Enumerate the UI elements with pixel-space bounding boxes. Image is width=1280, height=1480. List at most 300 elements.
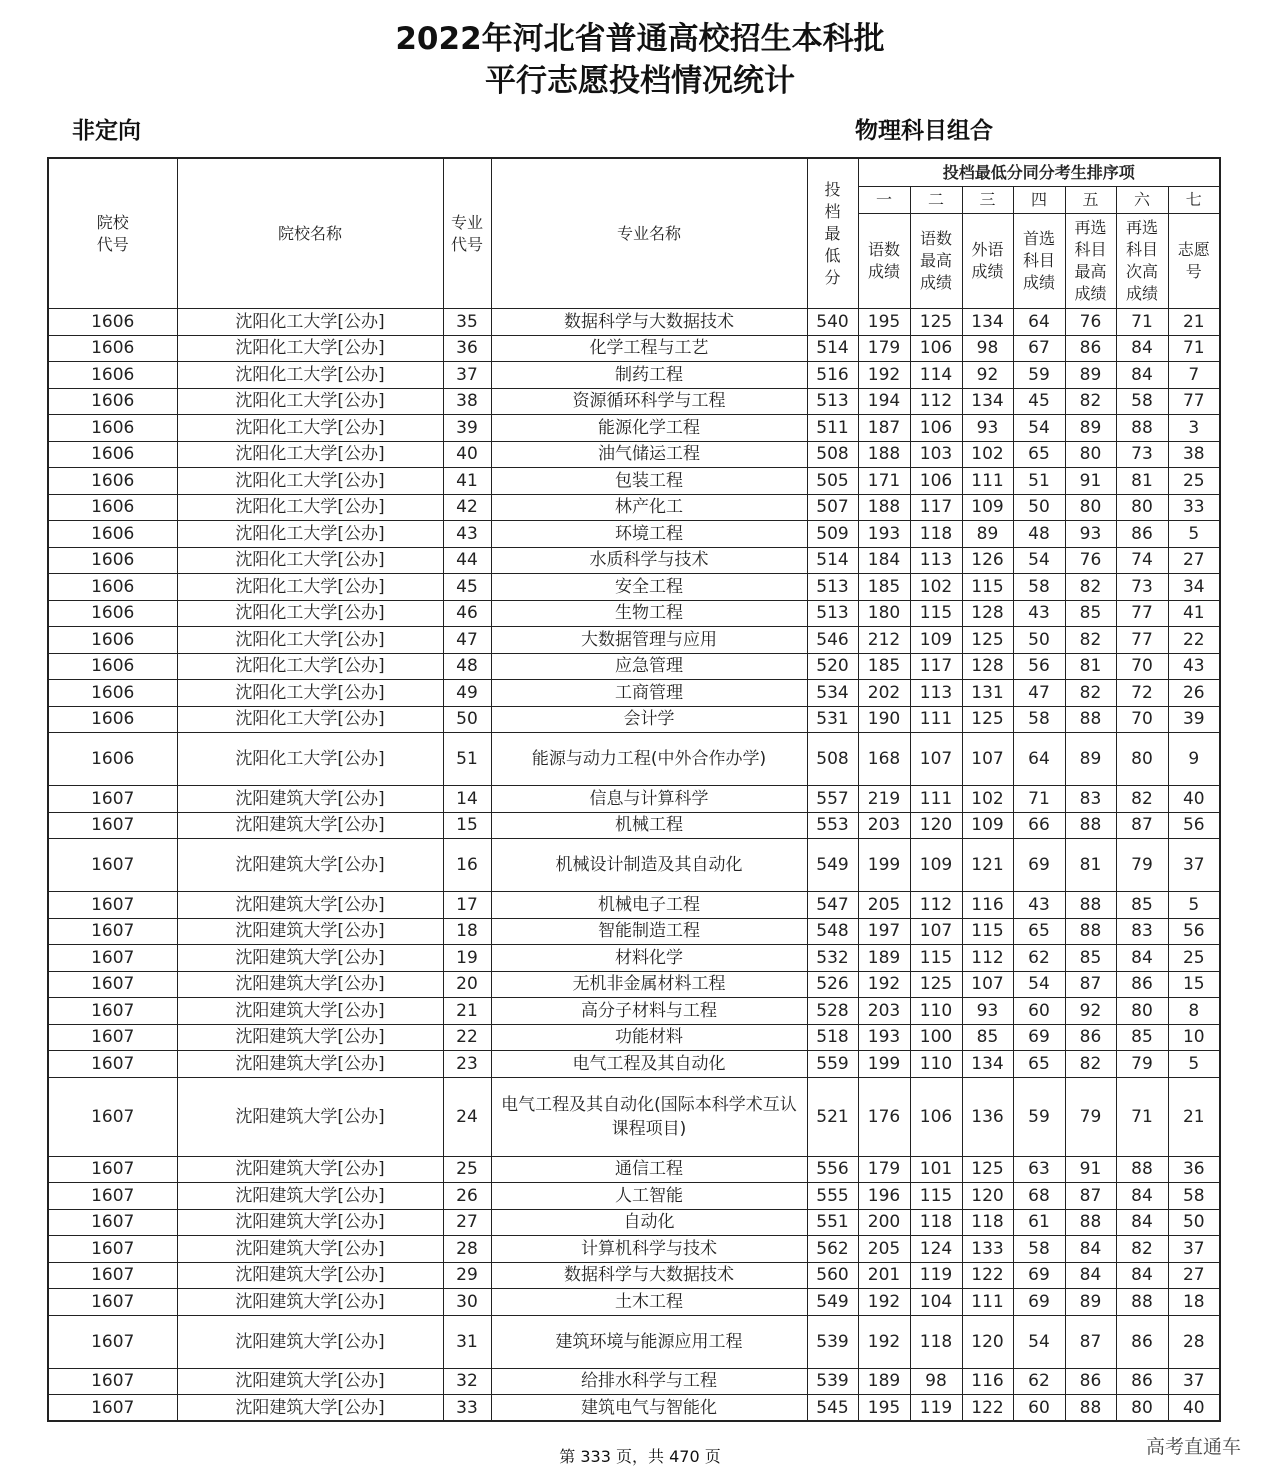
chinese-math-max-cell: 119: [910, 1262, 962, 1289]
foreign-lang-cell: 133: [962, 1236, 1013, 1263]
header-rank-2: 二: [910, 187, 962, 214]
first-subject-cell: 59: [1013, 362, 1065, 389]
major-name-cell: 油气储运工程: [491, 441, 807, 468]
first-subject-cell: 64: [1013, 733, 1065, 786]
first-subject-cell: 65: [1013, 1051, 1065, 1078]
foreign-lang-cell: 125: [962, 627, 1013, 654]
major-code-cell: 49: [443, 680, 491, 707]
foreign-lang-cell: 98: [962, 335, 1013, 362]
foreign-lang-cell: 92: [962, 362, 1013, 389]
foreign-lang-cell: 115: [962, 918, 1013, 945]
school-name-cell: 沈阳建筑大学[公办]: [177, 1289, 443, 1316]
major-name-cell: 人工智能: [491, 1183, 807, 1210]
min-score-cell: 545: [807, 1395, 858, 1422]
major-code-cell: 51: [443, 733, 491, 786]
foreign-lang-cell: 111: [962, 468, 1013, 495]
chinese-math-cell: 188: [858, 441, 910, 468]
foreign-lang-cell: 131: [962, 680, 1013, 707]
chinese-math-cell: 199: [858, 839, 910, 892]
second-subject-max-cell: 88: [1065, 892, 1116, 919]
foreign-lang-cell: 118: [962, 1209, 1013, 1236]
table-row: [48, 839, 1220, 892]
min-score-cell: 513: [807, 388, 858, 415]
table-row: [48, 388, 1220, 415]
category-label: 非定向: [72, 118, 141, 144]
foreign-lang-cell: 126: [962, 547, 1013, 574]
header-sort-item-4: 首选科目成绩: [1013, 214, 1065, 309]
second-subject-next-cell: 79: [1116, 839, 1168, 892]
second-subject-max-cell: 82: [1065, 680, 1116, 707]
foreign-lang-cell: 102: [962, 786, 1013, 813]
table-row: [48, 600, 1220, 627]
chinese-math-max-cell: 101: [910, 1156, 962, 1183]
major-code-cell: 39: [443, 415, 491, 442]
school-name-cell: 沈阳化工大学[公办]: [177, 441, 443, 468]
school-name-cell: 沈阳化工大学[公办]: [177, 415, 443, 442]
admission-table: [47, 157, 1221, 1422]
second-subject-max-cell: 87: [1065, 971, 1116, 998]
chinese-math-cell: 185: [858, 574, 910, 601]
major-name-cell: 无机非金属材料工程: [491, 971, 807, 998]
chinese-math-cell: 187: [858, 415, 910, 442]
preference-no-cell: 25: [1168, 945, 1220, 972]
second-subject-max-cell: 82: [1065, 1051, 1116, 1078]
chinese-math-cell: 188: [858, 494, 910, 521]
second-subject-max-cell: 84: [1065, 1262, 1116, 1289]
preference-no-cell: 40: [1168, 1395, 1220, 1422]
major-name-cell: 数据科学与大数据技术: [491, 309, 807, 336]
major-code-cell: 42: [443, 494, 491, 521]
first-subject-cell: 43: [1013, 600, 1065, 627]
major-name-cell: 化学工程与工艺: [491, 335, 807, 362]
chinese-math-max-cell: 106: [910, 415, 962, 442]
foreign-lang-cell: 93: [962, 998, 1013, 1025]
foreign-lang-cell: 134: [962, 388, 1013, 415]
min-score-cell: 505: [807, 468, 858, 495]
school-code-cell: 1607: [48, 1209, 177, 1236]
second-subject-next-cell: 72: [1116, 680, 1168, 707]
foreign-lang-cell: 120: [962, 1315, 1013, 1368]
school-name-cell: 沈阳建筑大学[公办]: [177, 971, 443, 998]
header-sort-item-6: 再选科目次高成绩: [1116, 214, 1168, 309]
min-score-cell: 549: [807, 839, 858, 892]
foreign-lang-cell: 136: [962, 1077, 1013, 1156]
school-code-cell: 1607: [48, 1236, 177, 1263]
min-score-cell: 508: [807, 441, 858, 468]
major-name-cell: 土木工程: [491, 1289, 807, 1316]
major-code-cell: 21: [443, 998, 491, 1025]
major-name-cell: 自动化: [491, 1209, 807, 1236]
first-subject-cell: 54: [1013, 1315, 1065, 1368]
chinese-math-cell: 189: [858, 945, 910, 972]
school-code-cell: 1606: [48, 680, 177, 707]
second-subject-max-cell: 82: [1065, 627, 1116, 654]
foreign-lang-cell: 102: [962, 441, 1013, 468]
min-score-cell: 539: [807, 1368, 858, 1395]
min-score-cell: 562: [807, 1236, 858, 1263]
min-score-cell: 539: [807, 1315, 858, 1368]
first-subject-cell: 60: [1013, 998, 1065, 1025]
second-subject-max-cell: 87: [1065, 1183, 1116, 1210]
chinese-math-cell: 189: [858, 1368, 910, 1395]
second-subject-max-cell: 89: [1065, 362, 1116, 389]
preference-no-cell: 37: [1168, 1236, 1220, 1263]
second-subject-next-cell: 85: [1116, 892, 1168, 919]
preference-no-cell: 7: [1168, 362, 1220, 389]
table-row: [48, 1236, 1220, 1263]
chinese-math-max-cell: 106: [910, 335, 962, 362]
second-subject-max-cell: 87: [1065, 1315, 1116, 1368]
school-name-cell: 沈阳建筑大学[公办]: [177, 1236, 443, 1263]
major-code-cell: 18: [443, 918, 491, 945]
school-name-cell: 沈阳建筑大学[公办]: [177, 1315, 443, 1368]
major-name-cell: 建筑电气与智能化: [491, 1395, 807, 1422]
first-subject-cell: 61: [1013, 1209, 1065, 1236]
table-row: [48, 1209, 1220, 1236]
major-code-cell: 30: [443, 1289, 491, 1316]
preference-no-cell: 40: [1168, 786, 1220, 813]
header-major-name: 专业名称: [491, 158, 807, 309]
header-sort-group: 投档最低分同分考生排序项: [858, 158, 1220, 187]
major-code-cell: 26: [443, 1183, 491, 1210]
chinese-math-cell: 193: [858, 521, 910, 548]
table-row: [48, 627, 1220, 654]
school-code-cell: 1607: [48, 1395, 177, 1422]
first-subject-cell: 66: [1013, 812, 1065, 839]
school-code-cell: 1606: [48, 494, 177, 521]
table-row: [48, 468, 1220, 495]
chinese-math-cell: 201: [858, 1262, 910, 1289]
second-subject-next-cell: 84: [1116, 335, 1168, 362]
school-name-cell: 沈阳建筑大学[公办]: [177, 1395, 443, 1422]
chinese-math-cell: 199: [858, 1051, 910, 1078]
min-score-cell: 546: [807, 627, 858, 654]
header-rank-1: 一: [858, 187, 910, 214]
first-subject-cell: 69: [1013, 1024, 1065, 1051]
major-name-cell: 建筑环境与能源应用工程: [491, 1315, 807, 1368]
school-name-cell: 沈阳建筑大学[公办]: [177, 1051, 443, 1078]
chinese-math-cell: 202: [858, 680, 910, 707]
table-row: [48, 1368, 1220, 1395]
table-row: [48, 998, 1220, 1025]
major-name-cell: 智能制造工程: [491, 918, 807, 945]
chinese-math-cell: 190: [858, 706, 910, 733]
min-score-cell: 518: [807, 1024, 858, 1051]
min-score-cell: 520: [807, 653, 858, 680]
school-code-cell: 1607: [48, 786, 177, 813]
min-score-cell: 548: [807, 918, 858, 945]
page-footer: 第 333 页，共 470 页: [559, 1447, 721, 1466]
school-code-cell: 1606: [48, 309, 177, 336]
school-name-cell: 沈阳化工大学[公办]: [177, 600, 443, 627]
preference-no-cell: 5: [1168, 521, 1220, 548]
first-subject-cell: 50: [1013, 627, 1065, 654]
chinese-math-cell: 184: [858, 547, 910, 574]
chinese-math-max-cell: 100: [910, 1024, 962, 1051]
major-code-cell: 19: [443, 945, 491, 972]
school-code-cell: 1606: [48, 627, 177, 654]
foreign-lang-cell: 128: [962, 653, 1013, 680]
chinese-math-cell: 192: [858, 971, 910, 998]
header-rank-7: 七: [1168, 187, 1220, 214]
chinese-math-cell: 205: [858, 892, 910, 919]
second-subject-max-cell: 89: [1065, 733, 1116, 786]
school-code-cell: 1607: [48, 812, 177, 839]
second-subject-max-cell: 81: [1065, 653, 1116, 680]
school-name-cell: 沈阳化工大学[公办]: [177, 653, 443, 680]
second-subject-next-cell: 73: [1116, 574, 1168, 601]
preference-no-cell: 9: [1168, 733, 1220, 786]
chinese-math-max-cell: 117: [910, 653, 962, 680]
major-name-cell: 资源循环科学与工程: [491, 388, 807, 415]
major-name-cell: 能源化学工程: [491, 415, 807, 442]
second-subject-next-cell: 86: [1116, 1315, 1168, 1368]
foreign-lang-cell: 115: [962, 574, 1013, 601]
chinese-math-cell: 203: [858, 812, 910, 839]
second-subject-max-cell: 91: [1065, 1156, 1116, 1183]
second-subject-max-cell: 93: [1065, 521, 1116, 548]
major-name-cell: 机械工程: [491, 812, 807, 839]
school-code-cell: 1606: [48, 600, 177, 627]
foreign-lang-cell: 128: [962, 600, 1013, 627]
second-subject-next-cell: 70: [1116, 653, 1168, 680]
table-row: [48, 494, 1220, 521]
foreign-lang-cell: 120: [962, 1183, 1013, 1210]
first-subject-cell: 65: [1013, 918, 1065, 945]
chinese-math-max-cell: 115: [910, 945, 962, 972]
chinese-math-max-cell: 118: [910, 1315, 962, 1368]
second-subject-max-cell: 88: [1065, 1395, 1116, 1422]
preference-no-cell: 28: [1168, 1315, 1220, 1368]
table-row: [48, 1077, 1220, 1156]
header-sort-item-3: 外语成绩: [962, 214, 1013, 309]
first-subject-cell: 69: [1013, 1262, 1065, 1289]
major-code-cell: 33: [443, 1395, 491, 1422]
second-subject-next-cell: 84: [1116, 1209, 1168, 1236]
school-name-cell: 沈阳化工大学[公办]: [177, 388, 443, 415]
chinese-math-max-cell: 118: [910, 521, 962, 548]
school-code-cell: 1607: [48, 918, 177, 945]
first-subject-cell: 58: [1013, 1236, 1065, 1263]
table-row: [48, 547, 1220, 574]
min-score-cell: 531: [807, 706, 858, 733]
min-score-cell: 526: [807, 971, 858, 998]
school-code-cell: 1607: [48, 1183, 177, 1210]
school-name-cell: 沈阳化工大学[公办]: [177, 521, 443, 548]
second-subject-next-cell: 84: [1116, 1262, 1168, 1289]
chinese-math-cell: 179: [858, 335, 910, 362]
second-subject-next-cell: 88: [1116, 1289, 1168, 1316]
major-name-cell: 给排水科学与工程: [491, 1368, 807, 1395]
school-code-cell: 1606: [48, 468, 177, 495]
major-name-cell: 信息与计算科学: [491, 786, 807, 813]
school-name-cell: 沈阳化工大学[公办]: [177, 680, 443, 707]
major-name-cell: 水质科学与技术: [491, 547, 807, 574]
first-subject-cell: 67: [1013, 335, 1065, 362]
second-subject-next-cell: 86: [1116, 521, 1168, 548]
chinese-math-cell: 179: [858, 1156, 910, 1183]
foreign-lang-cell: 109: [962, 812, 1013, 839]
second-subject-next-cell: 73: [1116, 441, 1168, 468]
second-subject-max-cell: 84: [1065, 1236, 1116, 1263]
school-code-cell: 1606: [48, 415, 177, 442]
second-subject-max-cell: 82: [1065, 574, 1116, 601]
chinese-math-max-cell: 112: [910, 388, 962, 415]
school-code-cell: 1606: [48, 335, 177, 362]
min-score-cell: 532: [807, 945, 858, 972]
table-row: [48, 1262, 1220, 1289]
second-subject-next-cell: 71: [1116, 309, 1168, 336]
chinese-math-cell: 197: [858, 918, 910, 945]
first-subject-cell: 56: [1013, 653, 1065, 680]
min-score-cell: 516: [807, 362, 858, 389]
second-subject-max-cell: 86: [1065, 335, 1116, 362]
preference-no-cell: 10: [1168, 1024, 1220, 1051]
school-name-cell: 沈阳化工大学[公办]: [177, 733, 443, 786]
first-subject-cell: 43: [1013, 892, 1065, 919]
major-code-cell: 23: [443, 1051, 491, 1078]
min-score-cell: 507: [807, 494, 858, 521]
chinese-math-max-cell: 120: [910, 812, 962, 839]
school-name-cell: 沈阳化工大学[公办]: [177, 627, 443, 654]
table-row: [48, 680, 1220, 707]
first-subject-cell: 47: [1013, 680, 1065, 707]
school-code-cell: 1607: [48, 1368, 177, 1395]
school-name-cell: 沈阳建筑大学[公办]: [177, 1024, 443, 1051]
school-code-cell: 1607: [48, 998, 177, 1025]
second-subject-max-cell: 89: [1065, 1289, 1116, 1316]
chinese-math-max-cell: 104: [910, 1289, 962, 1316]
second-subject-next-cell: 84: [1116, 362, 1168, 389]
major-name-cell: 机械电子工程: [491, 892, 807, 919]
table-row: [48, 1156, 1220, 1183]
school-name-cell: 沈阳建筑大学[公办]: [177, 1156, 443, 1183]
second-subject-next-cell: 87: [1116, 812, 1168, 839]
table-row: [48, 733, 1220, 786]
foreign-lang-cell: 122: [962, 1262, 1013, 1289]
school-name-cell: 沈阳建筑大学[公办]: [177, 812, 443, 839]
school-name-cell: 沈阳建筑大学[公办]: [177, 1183, 443, 1210]
major-name-cell: 工商管理: [491, 680, 807, 707]
preference-no-cell: 71: [1168, 335, 1220, 362]
major-name-cell: 机械设计制造及其自动化: [491, 839, 807, 892]
min-score-cell: 547: [807, 892, 858, 919]
foreign-lang-cell: 134: [962, 309, 1013, 336]
chinese-math-max-cell: 125: [910, 971, 962, 998]
preference-no-cell: 21: [1168, 1077, 1220, 1156]
min-score-cell: 553: [807, 812, 858, 839]
major-name-cell: 材料化学: [491, 945, 807, 972]
first-subject-cell: 62: [1013, 945, 1065, 972]
school-code-cell: 1606: [48, 706, 177, 733]
school-name-cell: 沈阳建筑大学[公办]: [177, 1209, 443, 1236]
second-subject-next-cell: 80: [1116, 494, 1168, 521]
second-subject-next-cell: 77: [1116, 600, 1168, 627]
major-name-cell: 计算机科学与技术: [491, 1236, 807, 1263]
major-code-cell: 47: [443, 627, 491, 654]
major-name-cell: 通信工程: [491, 1156, 807, 1183]
second-subject-next-cell: 82: [1116, 1236, 1168, 1263]
major-name-cell: 高分子材料与工程: [491, 998, 807, 1025]
foreign-lang-cell: 111: [962, 1289, 1013, 1316]
second-subject-max-cell: 83: [1065, 786, 1116, 813]
chinese-math-max-cell: 117: [910, 494, 962, 521]
header-sort-item-1: 语数成绩: [858, 214, 910, 309]
major-code-cell: 31: [443, 1315, 491, 1368]
first-subject-cell: 58: [1013, 574, 1065, 601]
preference-no-cell: 15: [1168, 971, 1220, 998]
first-subject-cell: 58: [1013, 706, 1065, 733]
preference-no-cell: 43: [1168, 653, 1220, 680]
school-name-cell: 沈阳化工大学[公办]: [177, 309, 443, 336]
major-code-cell: 27: [443, 1209, 491, 1236]
table-row: [48, 309, 1220, 336]
foreign-lang-cell: 122: [962, 1395, 1013, 1422]
min-score-cell: 559: [807, 1051, 858, 1078]
chinese-math-cell: 192: [858, 1315, 910, 1368]
chinese-math-max-cell: 109: [910, 839, 962, 892]
preference-no-cell: 41: [1168, 600, 1220, 627]
second-subject-max-cell: 76: [1065, 547, 1116, 574]
major-code-cell: 24: [443, 1077, 491, 1156]
chinese-math-cell: 205: [858, 1236, 910, 1263]
major-name-cell: 大数据管理与应用: [491, 627, 807, 654]
school-code-cell: 1607: [48, 892, 177, 919]
major-code-cell: 28: [443, 1236, 491, 1263]
chinese-math-max-cell: 109: [910, 627, 962, 654]
second-subject-max-cell: 88: [1065, 1209, 1116, 1236]
table-row: [48, 1051, 1220, 1078]
second-subject-next-cell: 79: [1116, 1051, 1168, 1078]
first-subject-cell: 60: [1013, 1395, 1065, 1422]
major-code-cell: 48: [443, 653, 491, 680]
second-subject-max-cell: 85: [1065, 945, 1116, 972]
table-row: [48, 335, 1220, 362]
chinese-math-cell: 203: [858, 998, 910, 1025]
major-name-cell: 电气工程及其自动化: [491, 1051, 807, 1078]
major-code-cell: 16: [443, 839, 491, 892]
chinese-math-max-cell: 106: [910, 468, 962, 495]
table-row: [48, 971, 1220, 998]
foreign-lang-cell: 116: [962, 892, 1013, 919]
min-score-cell: 514: [807, 335, 858, 362]
table-row: [48, 1289, 1220, 1316]
major-code-cell: 15: [443, 812, 491, 839]
chinese-math-max-cell: 110: [910, 1051, 962, 1078]
header-major-code: 专业代号: [443, 158, 491, 309]
school-name-cell: 沈阳建筑大学[公办]: [177, 1262, 443, 1289]
second-subject-max-cell: 80: [1065, 494, 1116, 521]
second-subject-max-cell: 80: [1065, 441, 1116, 468]
second-subject-next-cell: 88: [1116, 1156, 1168, 1183]
second-subject-max-cell: 79: [1065, 1077, 1116, 1156]
chinese-math-cell: 193: [858, 1024, 910, 1051]
header-rank-5: 五: [1065, 187, 1116, 214]
chinese-math-max-cell: 106: [910, 1077, 962, 1156]
major-name-cell: 生物工程: [491, 600, 807, 627]
second-subject-max-cell: 88: [1065, 706, 1116, 733]
school-name-cell: 沈阳建筑大学[公办]: [177, 892, 443, 919]
table-row: [48, 945, 1220, 972]
preference-no-cell: 21: [1168, 309, 1220, 336]
second-subject-next-cell: 84: [1116, 945, 1168, 972]
chinese-math-cell: 180: [858, 600, 910, 627]
major-code-cell: 45: [443, 574, 491, 601]
min-score-cell: 513: [807, 574, 858, 601]
foreign-lang-cell: 109: [962, 494, 1013, 521]
school-name-cell: 沈阳化工大学[公办]: [177, 547, 443, 574]
preference-no-cell: 37: [1168, 839, 1220, 892]
